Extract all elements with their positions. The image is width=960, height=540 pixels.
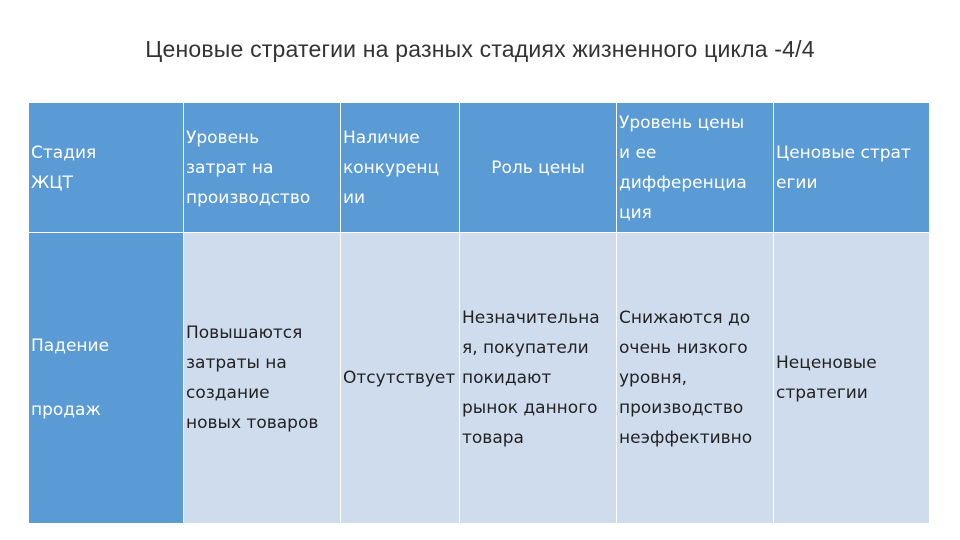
header-price-role: Роль цены: [460, 103, 617, 233]
pricing-strategy-table: [28, 102, 930, 524]
stage-label-line2: продаж: [31, 400, 101, 420]
cell-price-role: Незначительна я, покупатели покидают рынок данного товара: [460, 233, 617, 524]
header-competition: Наличие конкуренц ии: [341, 103, 460, 233]
table-header-row: [29, 103, 930, 233]
table-row: [29, 233, 930, 524]
header-cost-level: Уровень затрат на производство: [184, 103, 341, 233]
stage-label-line1: Падение: [31, 336, 110, 356]
header-price-level: Уровень цены и ее дифференциа ция: [617, 103, 774, 233]
header-strategies: Ценовые страт егии: [774, 103, 930, 233]
slide-title: Ценовые стратегии на разных стадиях жизненного цикла -4/4: [145, 36, 815, 62]
header-stage: Стадия ЖЦТ: [29, 103, 184, 233]
cell-strategies: Неценовые стратегии: [774, 233, 930, 524]
cell-price-level: Снижаются до очень низкого уровня, производство неэффективно: [617, 233, 774, 524]
cell-competition: Отсутствует: [341, 233, 460, 524]
cell-costs: Повышаются затраты на создание новых товаров: [184, 233, 341, 524]
cell-stage: [29, 233, 184, 524]
